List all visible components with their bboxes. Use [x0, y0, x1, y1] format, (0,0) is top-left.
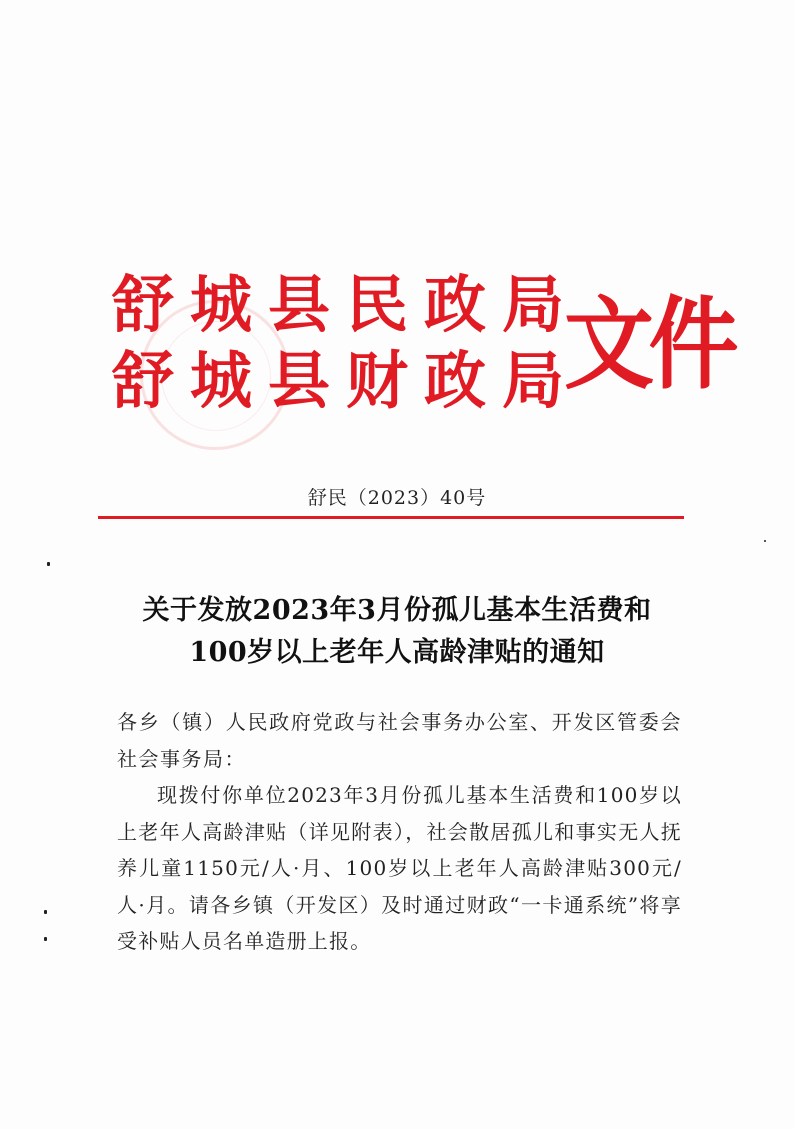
title-line-1: 关于发放2023年3月份孤儿基本生活费和 — [142, 595, 652, 626]
body-paragraph: 现拨付你单位2023年3月份孤儿基本生活费和100岁以上老年人高龄津贴（详见附表），社会散居孤儿和事实无人抚养儿童1150元/人·月、100岁以上老年人高龄津贴300元/人·月。请各乡镇（开发区）及时通过财政“一卡通系统”将享受补贴人员名单造册上报。 — [117, 783, 682, 953]
agency-name-finance: 舒城县财政局 — [112, 344, 581, 417]
addressee: 各乡（镇）人民政府党政与社会事务办公室、开发区管委会社会事务局： — [117, 710, 682, 771]
scan-speck — [44, 910, 47, 914]
scan-speck — [44, 937, 47, 941]
red-divider — [98, 516, 684, 519]
title-line-2: 100岁以上老年人高龄津贴的通知 — [189, 637, 605, 668]
scan-speck — [47, 562, 50, 566]
document-title — [0, 590, 794, 674]
document-label: 文件 — [564, 285, 734, 403]
scan-speck — [764, 540, 766, 542]
document-body — [117, 704, 682, 960]
letterhead — [112, 262, 734, 452]
document-number: 舒民（2023）40号 — [307, 487, 487, 509]
agency-name-civil-affairs: 舒城县民政局 — [112, 268, 581, 341]
